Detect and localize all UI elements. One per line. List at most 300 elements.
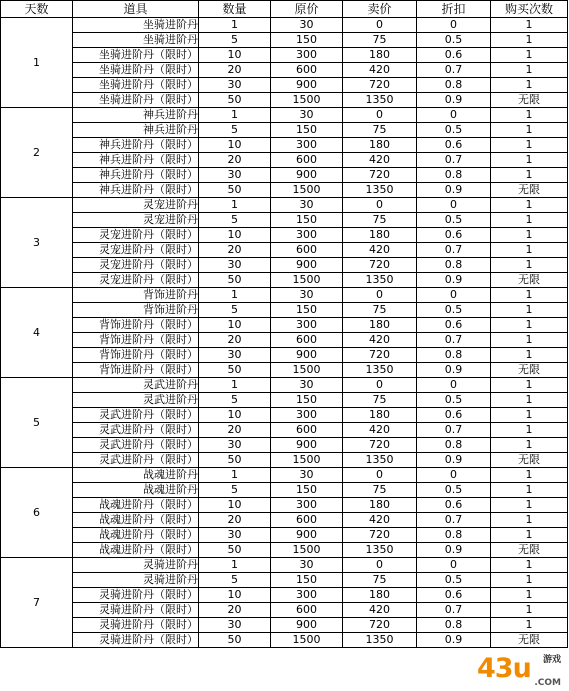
table-row xyxy=(1,183,568,198)
item-cell: 背饰进阶丹（限时） xyxy=(73,333,199,348)
quantity-cell: 10 xyxy=(199,138,271,153)
item-cell: 灵骑进阶丹 xyxy=(73,558,199,573)
table-row xyxy=(1,618,568,633)
discount-cell: 0.7 xyxy=(417,333,491,348)
header-day: 天数 xyxy=(1,1,73,18)
quantity-cell: 20 xyxy=(199,423,271,438)
purchase-limit-cell: 1 xyxy=(491,333,568,348)
purchase-limit-cell: 1 xyxy=(491,573,568,588)
item-cell: 灵骑进阶丹（限时） xyxy=(73,603,199,618)
sale-price-cell: 0 xyxy=(343,288,417,303)
purchase-limit-cell: 无限 xyxy=(491,633,568,648)
quantity-cell: 1 xyxy=(199,288,271,303)
purchase-limit-cell: 1 xyxy=(491,228,568,243)
quantity-cell: 5 xyxy=(199,483,271,498)
original-price-cell: 300 xyxy=(271,228,343,243)
purchase-limit-cell: 1 xyxy=(491,18,568,33)
original-price-cell: 600 xyxy=(271,63,343,78)
original-price-cell: 30 xyxy=(271,108,343,123)
item-cell: 背饰进阶丹（限时） xyxy=(73,318,199,333)
quantity-cell: 20 xyxy=(199,513,271,528)
purchase-limit-cell: 1 xyxy=(491,63,568,78)
item-cell: 战魂进阶丹 xyxy=(73,483,199,498)
discount-cell: 0 xyxy=(417,18,491,33)
quantity-cell: 10 xyxy=(199,318,271,333)
table-row xyxy=(1,258,568,273)
discount-cell: 0.7 xyxy=(417,243,491,258)
quantity-cell: 1 xyxy=(199,108,271,123)
item-cell: 灵宠进阶丹 xyxy=(73,198,199,213)
item-cell: 灵宠进阶丹（限时） xyxy=(73,258,199,273)
discount-cell: 0.7 xyxy=(417,603,491,618)
item-cell: 神兵进阶丹（限时） xyxy=(73,138,199,153)
sale-price-cell: 1350 xyxy=(343,273,417,288)
item-cell: 坐骑进阶丹（限时） xyxy=(73,93,199,108)
purchase-limit-cell: 1 xyxy=(491,378,568,393)
discount-cell: 0.9 xyxy=(417,363,491,378)
sale-price-cell: 1350 xyxy=(343,183,417,198)
item-cell: 坐骑进阶丹 xyxy=(73,33,199,48)
discount-cell: 0.5 xyxy=(417,573,491,588)
table-row xyxy=(1,348,568,363)
discount-cell: 0.8 xyxy=(417,348,491,363)
table-body xyxy=(1,18,568,648)
header-discount: 折扣 xyxy=(417,1,491,18)
item-cell: 神兵进阶丹（限时） xyxy=(73,153,199,168)
discount-cell: 0.8 xyxy=(417,618,491,633)
purchase-limit-cell: 1 xyxy=(491,558,568,573)
quantity-cell: 50 xyxy=(199,93,271,108)
original-price-cell: 1500 xyxy=(271,273,343,288)
quantity-cell: 50 xyxy=(199,543,271,558)
sale-price-cell: 180 xyxy=(343,138,417,153)
header-sale-price: 卖价 xyxy=(343,1,417,18)
original-price-cell: 900 xyxy=(271,528,343,543)
item-cell: 战魂进阶丹（限时） xyxy=(73,528,199,543)
day-cell: 5 xyxy=(1,378,73,468)
purchase-limit-cell: 无限 xyxy=(491,183,568,198)
quantity-cell: 50 xyxy=(199,183,271,198)
original-price-cell: 150 xyxy=(271,393,343,408)
original-price-cell: 150 xyxy=(271,573,343,588)
table-row xyxy=(1,423,568,438)
discount-cell: 0.7 xyxy=(417,63,491,78)
table-row xyxy=(1,288,568,303)
sale-price-cell: 75 xyxy=(343,213,417,228)
original-price-cell: 600 xyxy=(271,513,343,528)
item-cell: 神兵进阶丹 xyxy=(73,108,199,123)
purchase-limit-cell: 1 xyxy=(491,483,568,498)
sale-price-cell: 420 xyxy=(343,333,417,348)
discount-cell: 0.6 xyxy=(417,138,491,153)
table-row xyxy=(1,33,568,48)
sale-price-cell: 420 xyxy=(343,603,417,618)
discount-cell: 0.5 xyxy=(417,33,491,48)
purchase-limit-cell: 无限 xyxy=(491,273,568,288)
quantity-cell: 5 xyxy=(199,303,271,318)
table-row xyxy=(1,138,568,153)
item-cell: 战魂进阶丹 xyxy=(73,468,199,483)
purchase-limit-cell: 无限 xyxy=(491,93,568,108)
purchase-limit-cell: 1 xyxy=(491,198,568,213)
quantity-cell: 30 xyxy=(199,618,271,633)
table-row xyxy=(1,228,568,243)
quantity-cell: 1 xyxy=(199,378,271,393)
item-cell: 神兵进阶丹（限时） xyxy=(73,168,199,183)
original-price-cell: 600 xyxy=(271,153,343,168)
quantity-cell: 5 xyxy=(199,393,271,408)
table-row xyxy=(1,558,568,573)
discount-cell: 0.6 xyxy=(417,318,491,333)
day-cell: 7 xyxy=(1,558,73,648)
discount-cell: 0.8 xyxy=(417,438,491,453)
original-price-cell: 300 xyxy=(271,48,343,63)
purchase-limit-cell: 1 xyxy=(491,468,568,483)
quantity-cell: 30 xyxy=(199,438,271,453)
original-price-cell: 150 xyxy=(271,33,343,48)
quantity-cell: 1 xyxy=(199,558,271,573)
quantity-cell: 10 xyxy=(199,48,271,63)
item-cell: 战魂进阶丹（限时） xyxy=(73,498,199,513)
watermark-logo: 43u xyxy=(477,653,531,684)
watermark-sub: 游戏 xyxy=(542,655,561,665)
table-row xyxy=(1,528,568,543)
original-price-cell: 150 xyxy=(271,213,343,228)
original-price-cell: 1500 xyxy=(271,543,343,558)
item-cell: 灵宠进阶丹（限时） xyxy=(73,243,199,258)
sale-price-cell: 420 xyxy=(343,243,417,258)
original-price-cell: 1500 xyxy=(271,633,343,648)
original-price-cell: 600 xyxy=(271,603,343,618)
original-price-cell: 150 xyxy=(271,123,343,138)
original-price-cell: 300 xyxy=(271,318,343,333)
table-row xyxy=(1,18,568,33)
discount-cell: 0.9 xyxy=(417,93,491,108)
sale-price-cell: 75 xyxy=(343,303,417,318)
quantity-cell: 1 xyxy=(199,18,271,33)
table-row xyxy=(1,393,568,408)
item-cell: 神兵进阶丹（限时） xyxy=(73,183,199,198)
purchase-limit-cell: 1 xyxy=(491,348,568,363)
item-cell: 灵宠进阶丹（限时） xyxy=(73,273,199,288)
discount-cell: 0 xyxy=(417,108,491,123)
item-cell: 背饰进阶丹（限时） xyxy=(73,348,199,363)
original-price-cell: 900 xyxy=(271,618,343,633)
original-price-cell: 30 xyxy=(271,378,343,393)
purchase-limit-cell: 1 xyxy=(491,303,568,318)
site-watermark xyxy=(469,652,561,688)
header-quantity: 数量 xyxy=(199,1,271,18)
item-cell: 灵骑进阶丹（限时） xyxy=(73,633,199,648)
quantity-cell: 20 xyxy=(199,243,271,258)
original-price-cell: 300 xyxy=(271,498,343,513)
quantity-cell: 1 xyxy=(199,198,271,213)
sale-price-cell: 0 xyxy=(343,378,417,393)
item-cell: 灵宠进阶丹（限时） xyxy=(73,228,199,243)
purchase-limit-cell: 1 xyxy=(491,498,568,513)
discount-cell: 0.8 xyxy=(417,258,491,273)
sale-price-cell: 180 xyxy=(343,588,417,603)
quantity-cell: 30 xyxy=(199,258,271,273)
quantity-cell: 20 xyxy=(199,63,271,78)
table-row xyxy=(1,513,568,528)
item-cell: 灵武进阶丹（限时） xyxy=(73,423,199,438)
item-cell: 坐骑进阶丹（限时） xyxy=(73,78,199,93)
quantity-cell: 20 xyxy=(199,153,271,168)
purchase-limit-cell: 无限 xyxy=(491,453,568,468)
original-price-cell: 150 xyxy=(271,483,343,498)
header-row xyxy=(1,1,568,18)
discount-cell: 0 xyxy=(417,198,491,213)
original-price-cell: 30 xyxy=(271,468,343,483)
sale-price-cell: 720 xyxy=(343,618,417,633)
quantity-cell: 5 xyxy=(199,573,271,588)
quantity-cell: 20 xyxy=(199,333,271,348)
purchase-limit-cell: 1 xyxy=(491,288,568,303)
table-row xyxy=(1,468,568,483)
sale-price-cell: 1350 xyxy=(343,633,417,648)
table-row xyxy=(1,573,568,588)
purchase-limit-cell: 1 xyxy=(491,213,568,228)
table-row xyxy=(1,318,568,333)
sale-price-cell: 720 xyxy=(343,438,417,453)
purchase-limit-cell: 1 xyxy=(491,258,568,273)
discount-cell: 0.6 xyxy=(417,498,491,513)
sale-price-cell: 0 xyxy=(343,558,417,573)
header-item: 道具 xyxy=(73,1,199,18)
purchase-limit-cell: 1 xyxy=(491,513,568,528)
original-price-cell: 300 xyxy=(271,588,343,603)
discount-cell: 0 xyxy=(417,378,491,393)
sale-price-cell: 720 xyxy=(343,528,417,543)
discount-cell: 0.8 xyxy=(417,78,491,93)
quantity-cell: 30 xyxy=(199,348,271,363)
purchase-limit-cell: 1 xyxy=(491,423,568,438)
table-row xyxy=(1,483,568,498)
header-purchase-limit: 购买次数 xyxy=(491,1,568,18)
discount-cell: 0.5 xyxy=(417,393,491,408)
discount-cell: 0.6 xyxy=(417,228,491,243)
purchase-limit-cell: 1 xyxy=(491,603,568,618)
item-cell: 背饰进阶丹 xyxy=(73,303,199,318)
item-cell: 灵武进阶丹 xyxy=(73,378,199,393)
original-price-cell: 900 xyxy=(271,438,343,453)
table-row xyxy=(1,93,568,108)
quantity-cell: 1 xyxy=(199,468,271,483)
quantity-cell: 5 xyxy=(199,213,271,228)
table-row xyxy=(1,408,568,423)
item-cell: 坐骑进阶丹 xyxy=(73,18,199,33)
purchase-limit-cell: 1 xyxy=(491,588,568,603)
sale-price-cell: 720 xyxy=(343,258,417,273)
sale-price-cell: 180 xyxy=(343,48,417,63)
sale-price-cell: 0 xyxy=(343,198,417,213)
item-cell: 灵武进阶丹（限时） xyxy=(73,438,199,453)
sale-price-cell: 420 xyxy=(343,153,417,168)
original-price-cell: 30 xyxy=(271,18,343,33)
original-price-cell: 1500 xyxy=(271,93,343,108)
table-row xyxy=(1,378,568,393)
table-row xyxy=(1,603,568,618)
purchase-limit-cell: 1 xyxy=(491,153,568,168)
quantity-cell: 10 xyxy=(199,588,271,603)
table-row xyxy=(1,198,568,213)
quantity-cell: 30 xyxy=(199,528,271,543)
item-cell: 战魂进阶丹（限时） xyxy=(73,513,199,528)
table-row xyxy=(1,333,568,348)
purchase-limit-cell: 1 xyxy=(491,168,568,183)
table-row xyxy=(1,63,568,78)
original-price-cell: 900 xyxy=(271,348,343,363)
purchase-limit-cell: 1 xyxy=(491,78,568,93)
purchase-limit-cell: 1 xyxy=(491,33,568,48)
purchase-limit-cell: 无限 xyxy=(491,363,568,378)
header-original-price: 原价 xyxy=(271,1,343,18)
sale-price-cell: 0 xyxy=(343,468,417,483)
quantity-cell: 20 xyxy=(199,603,271,618)
quantity-cell: 50 xyxy=(199,273,271,288)
sale-price-cell: 1350 xyxy=(343,453,417,468)
original-price-cell: 900 xyxy=(271,78,343,93)
discount-cell: 0.5 xyxy=(417,303,491,318)
original-price-cell: 30 xyxy=(271,288,343,303)
item-cell: 灵骑进阶丹（限时） xyxy=(73,618,199,633)
day-cell: 3 xyxy=(1,198,73,288)
table-row xyxy=(1,543,568,558)
original-price-cell: 1500 xyxy=(271,453,343,468)
sale-price-cell: 180 xyxy=(343,318,417,333)
day-cell: 4 xyxy=(1,288,73,378)
sale-price-cell: 1350 xyxy=(343,543,417,558)
purchase-limit-cell: 1 xyxy=(491,528,568,543)
quantity-cell: 50 xyxy=(199,633,271,648)
item-cell: 灵武进阶丹（限时） xyxy=(73,408,199,423)
purchase-limit-cell: 1 xyxy=(491,243,568,258)
discount-cell: 0 xyxy=(417,558,491,573)
item-cell: 背饰进阶丹（限时） xyxy=(73,363,199,378)
original-price-cell: 30 xyxy=(271,558,343,573)
original-price-cell: 900 xyxy=(271,258,343,273)
discount-cell: 0.8 xyxy=(417,168,491,183)
purchase-limit-cell: 1 xyxy=(491,108,568,123)
discount-cell: 0.7 xyxy=(417,513,491,528)
quantity-cell: 50 xyxy=(199,363,271,378)
item-cell: 坐骑进阶丹（限时） xyxy=(73,48,199,63)
purchase-limit-cell: 1 xyxy=(491,618,568,633)
item-cell: 灵武进阶丹 xyxy=(73,393,199,408)
table-row xyxy=(1,633,568,648)
purchase-limit-cell: 1 xyxy=(491,123,568,138)
original-price-cell: 30 xyxy=(271,198,343,213)
item-cell: 神兵进阶丹 xyxy=(73,123,199,138)
item-cell: 灵武进阶丹（限时） xyxy=(73,453,199,468)
table-row xyxy=(1,273,568,288)
table-row xyxy=(1,213,568,228)
sale-price-cell: 180 xyxy=(343,408,417,423)
quantity-cell: 10 xyxy=(199,408,271,423)
sale-price-cell: 180 xyxy=(343,498,417,513)
sale-price-cell: 75 xyxy=(343,393,417,408)
original-price-cell: 300 xyxy=(271,138,343,153)
table-row xyxy=(1,438,568,453)
discount-cell: 0.5 xyxy=(417,213,491,228)
sale-price-cell: 0 xyxy=(343,108,417,123)
day-cell: 2 xyxy=(1,108,73,198)
sale-price-cell: 420 xyxy=(343,423,417,438)
item-cell: 背饰进阶丹 xyxy=(73,288,199,303)
watermark-domain: .COM xyxy=(534,678,561,688)
sale-price-cell: 1350 xyxy=(343,93,417,108)
day-cell: 6 xyxy=(1,468,73,558)
sale-price-cell: 420 xyxy=(343,63,417,78)
purchase-limit-cell: 无限 xyxy=(491,543,568,558)
purchase-limit-cell: 1 xyxy=(491,318,568,333)
item-cell: 灵骑进阶丹（限时） xyxy=(73,588,199,603)
discount-cell: 0.5 xyxy=(417,123,491,138)
table-row xyxy=(1,303,568,318)
purchase-limit-cell: 1 xyxy=(491,438,568,453)
quantity-cell: 5 xyxy=(199,123,271,138)
quantity-cell: 10 xyxy=(199,498,271,513)
sale-price-cell: 180 xyxy=(343,228,417,243)
quantity-cell: 50 xyxy=(199,453,271,468)
item-cell: 战魂进阶丹（限时） xyxy=(73,543,199,558)
quantity-cell: 30 xyxy=(199,168,271,183)
item-cell: 灵骑进阶丹 xyxy=(73,573,199,588)
purchase-limit-cell: 1 xyxy=(491,393,568,408)
discount-cell: 0.6 xyxy=(417,48,491,63)
sale-price-cell: 75 xyxy=(343,483,417,498)
sale-price-cell: 0 xyxy=(343,18,417,33)
original-price-cell: 900 xyxy=(271,168,343,183)
quantity-cell: 10 xyxy=(199,228,271,243)
original-price-cell: 300 xyxy=(271,408,343,423)
discount-cell: 0.9 xyxy=(417,633,491,648)
discount-cell: 0.7 xyxy=(417,153,491,168)
table-row xyxy=(1,108,568,123)
item-cell: 坐骑进阶丹（限时） xyxy=(73,63,199,78)
purchase-limit-cell: 1 xyxy=(491,138,568,153)
table-row xyxy=(1,243,568,258)
table-row xyxy=(1,78,568,93)
sale-price-cell: 720 xyxy=(343,168,417,183)
original-price-cell: 600 xyxy=(271,423,343,438)
discount-cell: 0.7 xyxy=(417,423,491,438)
discount-cell: 0.9 xyxy=(417,273,491,288)
original-price-cell: 600 xyxy=(271,243,343,258)
discount-cell: 0 xyxy=(417,468,491,483)
discount-cell: 0.9 xyxy=(417,183,491,198)
table-row xyxy=(1,153,568,168)
discount-cell: 0.5 xyxy=(417,483,491,498)
discount-cell: 0.6 xyxy=(417,408,491,423)
discount-cell: 0.9 xyxy=(417,543,491,558)
sale-price-cell: 75 xyxy=(343,573,417,588)
sale-price-cell: 720 xyxy=(343,78,417,93)
original-price-cell: 1500 xyxy=(271,363,343,378)
table-row xyxy=(1,123,568,138)
quantity-cell: 5 xyxy=(199,33,271,48)
original-price-cell: 150 xyxy=(271,303,343,318)
item-cell: 灵宠进阶丹 xyxy=(73,213,199,228)
discount-cell: 0.6 xyxy=(417,588,491,603)
purchase-limit-cell: 1 xyxy=(491,408,568,423)
table-row xyxy=(1,453,568,468)
discount-cell: 0.9 xyxy=(417,453,491,468)
table-row xyxy=(1,168,568,183)
table-row xyxy=(1,363,568,378)
table-row xyxy=(1,588,568,603)
